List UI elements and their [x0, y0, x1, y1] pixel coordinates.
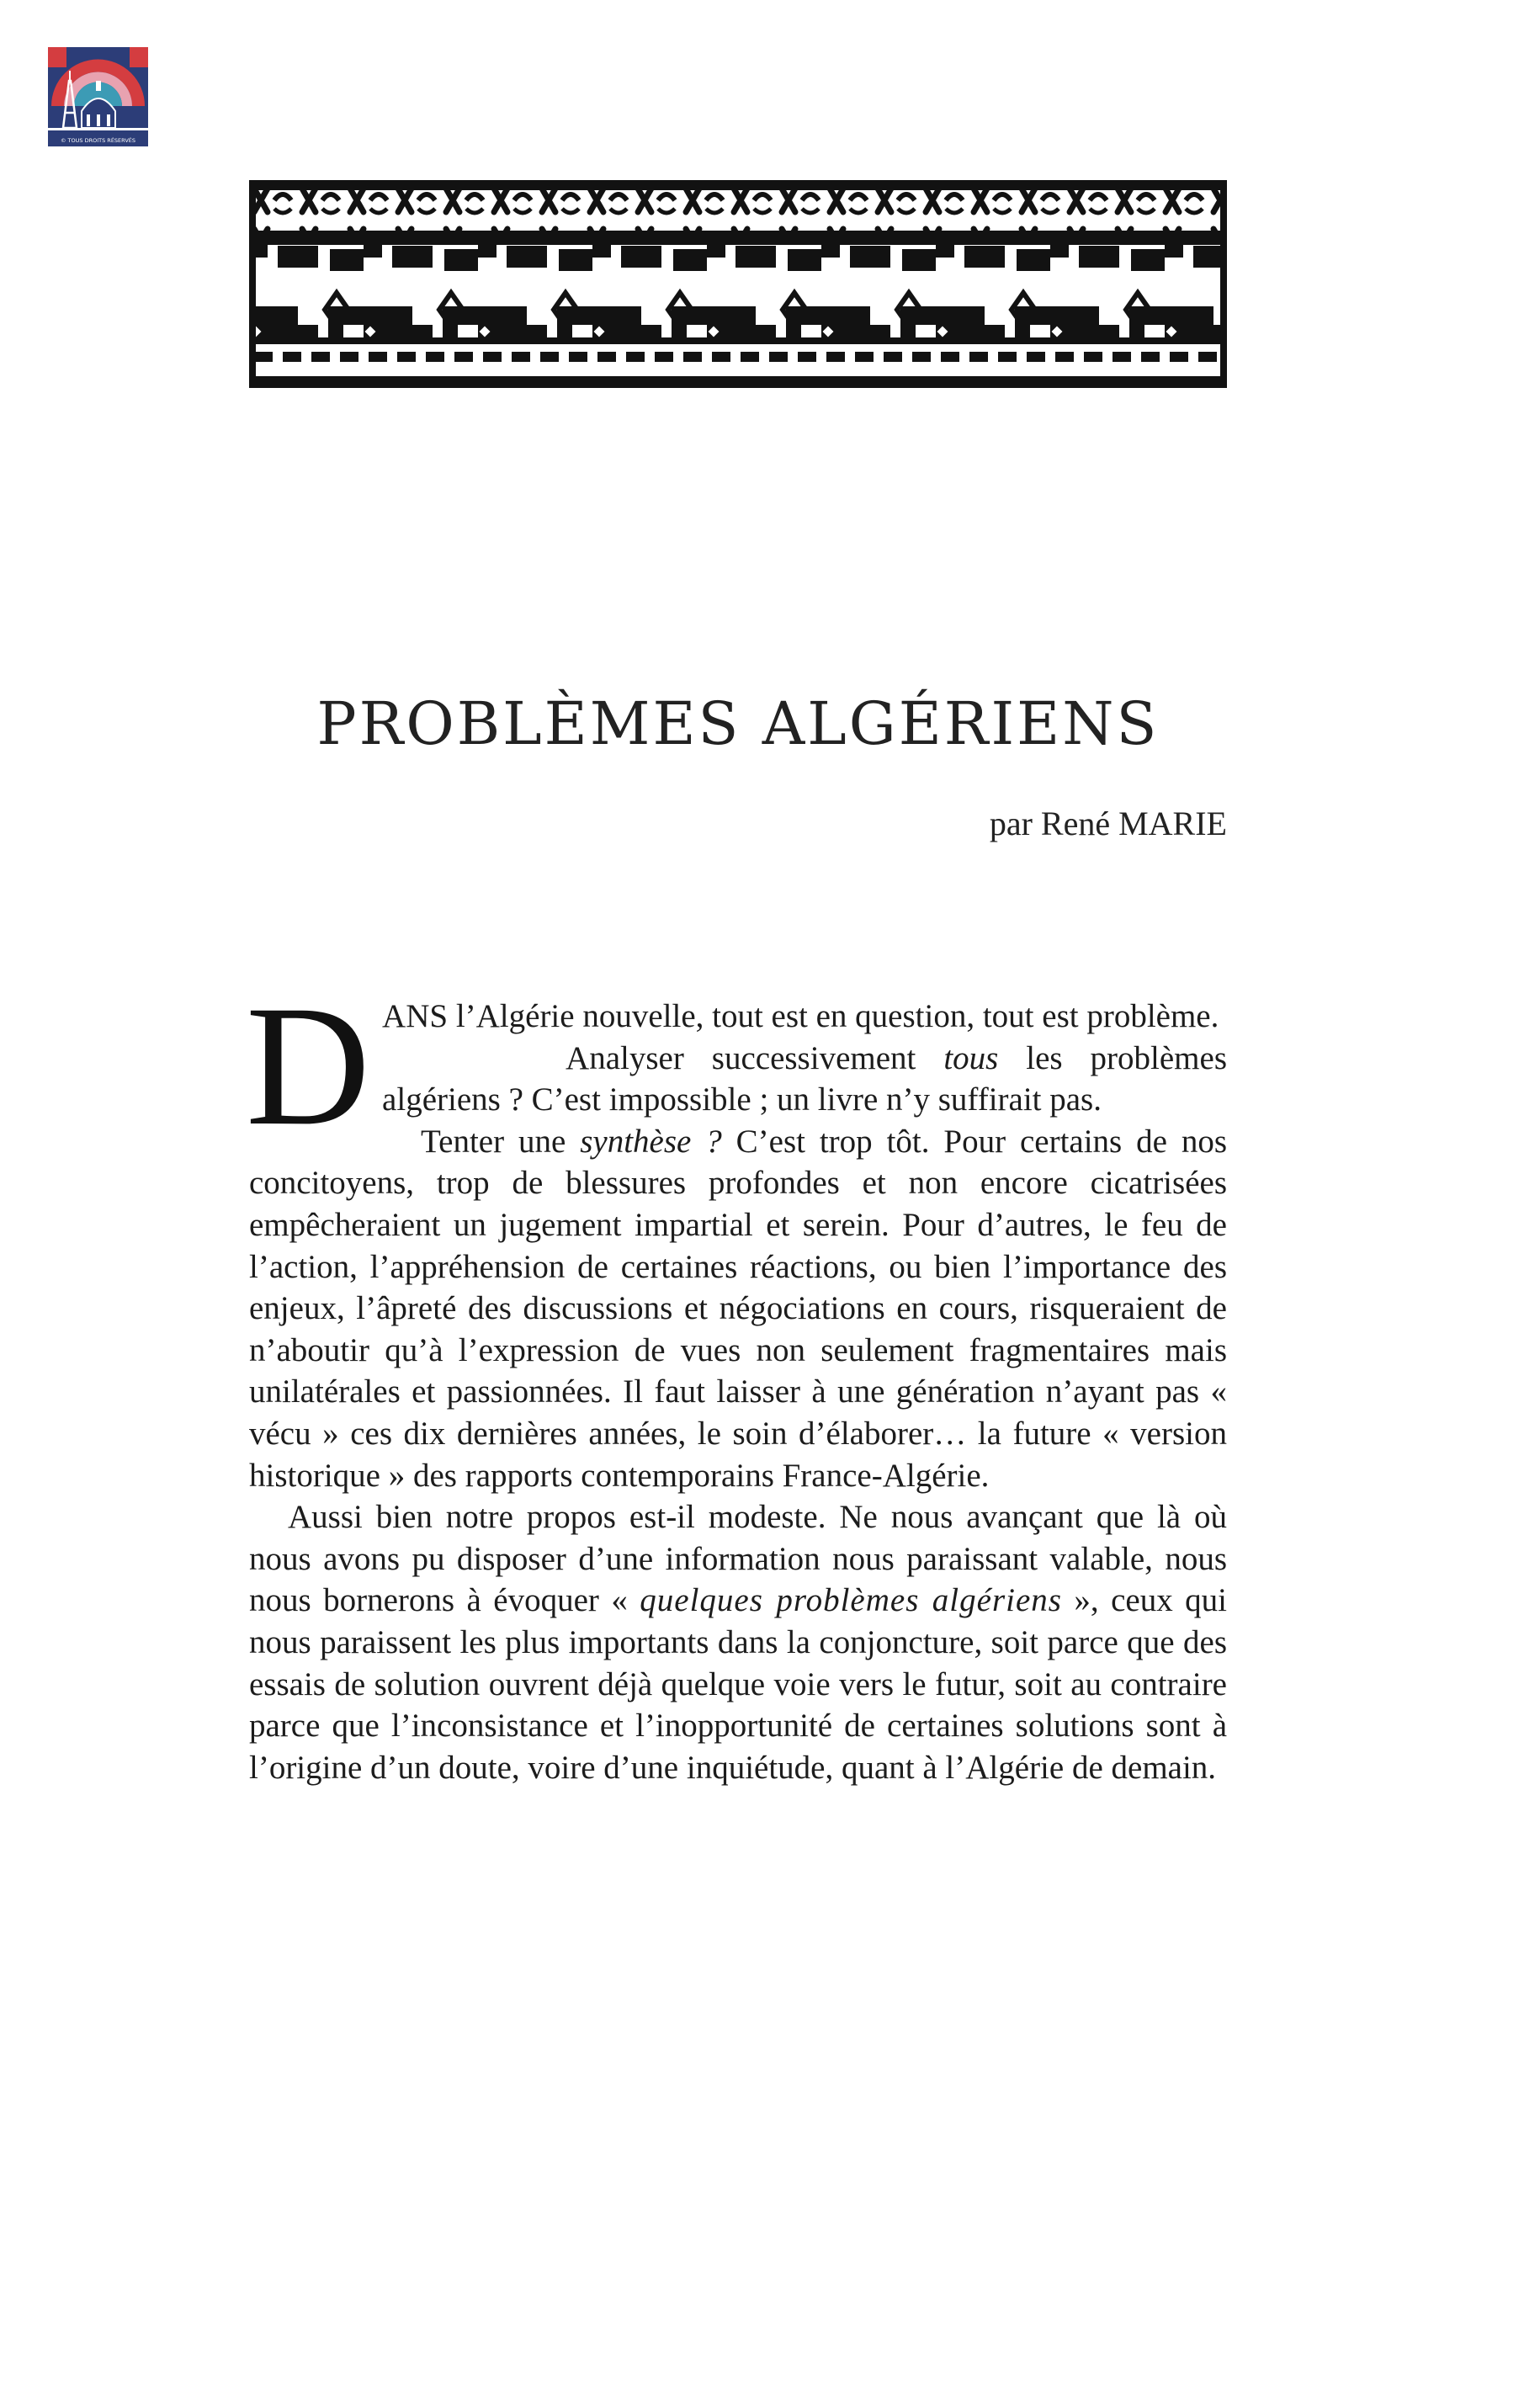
logo-caption: © TOUS DROITS RÉSERVÉS	[60, 137, 136, 144]
ornament-band	[249, 180, 1227, 388]
paragraph-3-text-b: C’est trop tôt. Pour certains de nos concitoyens, trop de blessures profondes et non encore cicatrisées empêcheraient un jugement impartial et serein. Pour d’autres, le feu de l’action, l’appréhension de certaines réactions, ou bien l’importance des enjeux, l’âpreté des discussions et négociations en cours, risqueraient de n’aboutir qu’à l’expression de vues non seulement fragmentaires mais unilatérales et passionnées. Il faut laisser à une génération n’ayant pas « vécu » ces dix dernières années, le soin d’élaborer… la future « version historique » des rapports contemporains France-Algérie.	[249, 1123, 1228, 1494]
eiffel-tower-dome-icon	[48, 47, 148, 146]
paragraph-2	[249, 1038, 1227, 1121]
paragraph-3-text-a: Tenter une	[421, 1123, 581, 1160]
author-byline: par René MARIE	[989, 805, 1227, 842]
paragraph-4-emphasis: quelques problèmes algériens	[640, 1582, 1062, 1619]
paragraph-4	[249, 1496, 1227, 1788]
paragraph-2-emphasis: tous	[943, 1039, 999, 1076]
paragraph-1-text: ANS l’Algérie nouvelle, tout est en question, tout est problème.	[382, 998, 1219, 1034]
paragraph-3	[249, 1121, 1227, 1496]
paragraph-4-text-a: Aussi bien notre propos est-il modeste. Ne nous avançant que là où nous avons pu disposer d’une information nous paraissant valable, nous nous bornerons à évoquer «	[249, 1499, 1227, 1619]
article-body	[246, 970, 1228, 1788]
paragraph-2-text-a: Analyser successivement	[566, 1039, 944, 1076]
paragraph-2-text-b: les problèmes algériens ? C’est impossible ; un livre n’y suffirait pas.	[382, 1039, 1227, 1118]
publisher-logo	[48, 47, 148, 146]
paragraph-3-emphasis: synthèse ?	[580, 1123, 722, 1160]
paragraph-4-text-b: », ceux qui nous paraissent les plus importants dans la conjoncture, soit parce que des essais de solution ouvrent déjà quelque voie vers le futur, soit au contraire parce que l’inconsistance et l’inopportunité de certaines solutions sont à l’origine d’un doute, voire d’une inquiétude, quant à l’Algérie de demain.	[249, 1582, 1227, 1786]
drop-cap: D	[246, 970, 371, 1161]
page-title: PROBLÈMES ALGÉRIENS	[316, 689, 1160, 758]
berber-band-ornament-icon	[249, 180, 1227, 388]
